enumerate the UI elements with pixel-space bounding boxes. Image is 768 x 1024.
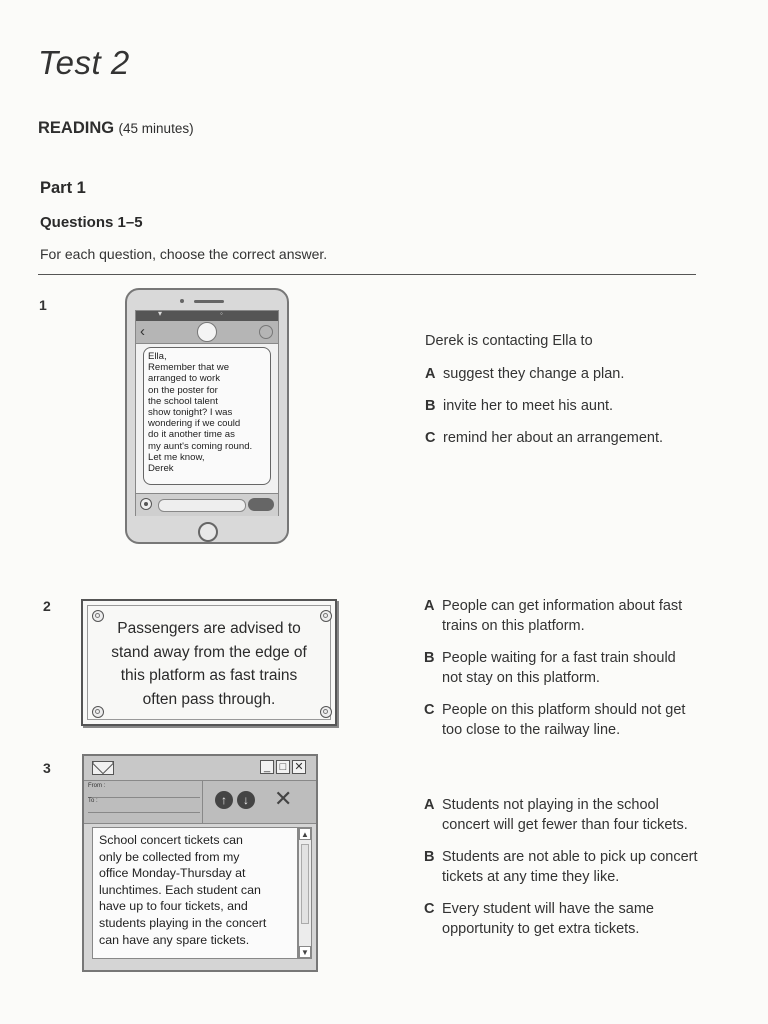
email-text: School concert tickets can only be collected from my office Monday-Thursday at lunchtimes. Each student can have up to four tickets, and students playing in the concert can have any spare tickets. — [99, 833, 267, 947]
camera-icon — [140, 498, 152, 510]
option-text: People can get information about fast trains on this platform. — [442, 598, 683, 634]
option-letter: C — [424, 901, 435, 917]
message-input-bar — [136, 493, 278, 516]
option-letter: C — [424, 702, 435, 718]
phone-speaker — [194, 300, 224, 303]
to-field: To : — [88, 798, 200, 813]
test-title: Test 2 — [38, 44, 130, 81]
home-button — [198, 522, 218, 542]
question-number-1: 1 — [39, 297, 47, 313]
option-text: invite her to meet his aunt. — [443, 398, 614, 414]
q3-option-c — [424, 900, 744, 940]
message-nav-bar — [136, 321, 278, 344]
status-bar — [136, 311, 278, 321]
phone-illustration — [125, 288, 289, 544]
sign-text: Passengers are advised to stand away from the edge of this platform as fast trains often pass through. — [111, 620, 307, 708]
wifi-icon: ◦ — [220, 309, 223, 318]
phone-camera — [180, 299, 184, 303]
instructions: For each question, choose the correct answer. — [40, 246, 328, 262]
section-duration: (45 minutes) — [118, 121, 194, 136]
option-letter: B — [425, 398, 436, 414]
info-icon — [259, 325, 273, 339]
q2-option-b — [424, 649, 744, 689]
q3-option-b — [424, 848, 744, 888]
q3-option-a — [424, 796, 744, 836]
section-heading — [38, 119, 194, 138]
question-stem-1: Derek is contacting Ella to — [425, 333, 593, 349]
q1-option-a — [425, 365, 725, 385]
message-input — [158, 499, 246, 512]
from-field: From : — [88, 783, 200, 798]
option-letter: B — [424, 650, 435, 666]
q1-option-b — [425, 397, 725, 417]
scroll-thumb — [301, 844, 309, 924]
email-titlebar — [84, 756, 316, 781]
q2-option-a — [424, 597, 744, 637]
question-number-3: 3 — [43, 760, 51, 776]
option-text: Every student will have the same opportunity to get extra tickets. — [442, 901, 654, 937]
contact-avatar — [197, 322, 217, 342]
option-letter: A — [424, 598, 435, 614]
message-text: Ella, Remember that we arranged to work on the poster for the school talent show tonight? I was wondering if we could do it another time as my aunt's coming round. Let me know, Derek — [148, 351, 253, 475]
option-letter: A — [425, 366, 436, 382]
back-arrow-icon: ‹ — [140, 323, 145, 340]
divider — [38, 274, 696, 275]
question-number-2: 2 — [43, 598, 51, 614]
phone-screen — [135, 310, 279, 516]
questions-range: Questions 1–5 — [40, 214, 143, 231]
scroll-up-icon: ▲ — [299, 828, 311, 840]
option-letter: C — [425, 430, 436, 446]
email-scrollbar — [298, 827, 312, 959]
minimize-icon: _ — [260, 760, 274, 774]
envelope-icon — [92, 761, 114, 775]
email-header — [84, 781, 316, 824]
option-text: Students not playing in the school concert will get fewer than four tickets. — [442, 797, 688, 833]
option-text: People waiting for a fast train should not stay on this platform. — [442, 650, 676, 686]
send-button — [248, 498, 274, 511]
option-text: suggest they change a plan. — [443, 366, 625, 382]
q2-option-c — [424, 701, 744, 741]
scroll-down-icon: ▼ — [299, 946, 311, 958]
arrow-down-icon: ↓ — [237, 791, 255, 809]
email-window — [82, 754, 318, 972]
message-bubble — [143, 347, 271, 485]
section-name: READING — [38, 119, 115, 137]
platform-sign — [81, 599, 337, 726]
option-letter: A — [424, 797, 435, 813]
option-letter: B — [424, 849, 435, 865]
signal-icon: ▾ — [158, 309, 163, 318]
option-text: People on this platform should not get too close to the railway line. — [442, 702, 686, 738]
maximize-icon: □ — [276, 760, 290, 774]
header-separator — [202, 781, 203, 823]
email-body — [92, 827, 298, 959]
arrow-up-icon: ↑ — [215, 791, 233, 809]
option-text: remind her about an arrangement. — [443, 430, 664, 446]
part-title: Part 1 — [40, 179, 86, 197]
close-window-icon: ✕ — [292, 760, 306, 774]
option-text: Students are not able to pick up concert tickets at any time they like. — [442, 849, 698, 885]
q1-option-c — [425, 429, 725, 449]
delete-icon: ✕ — [274, 786, 293, 811]
